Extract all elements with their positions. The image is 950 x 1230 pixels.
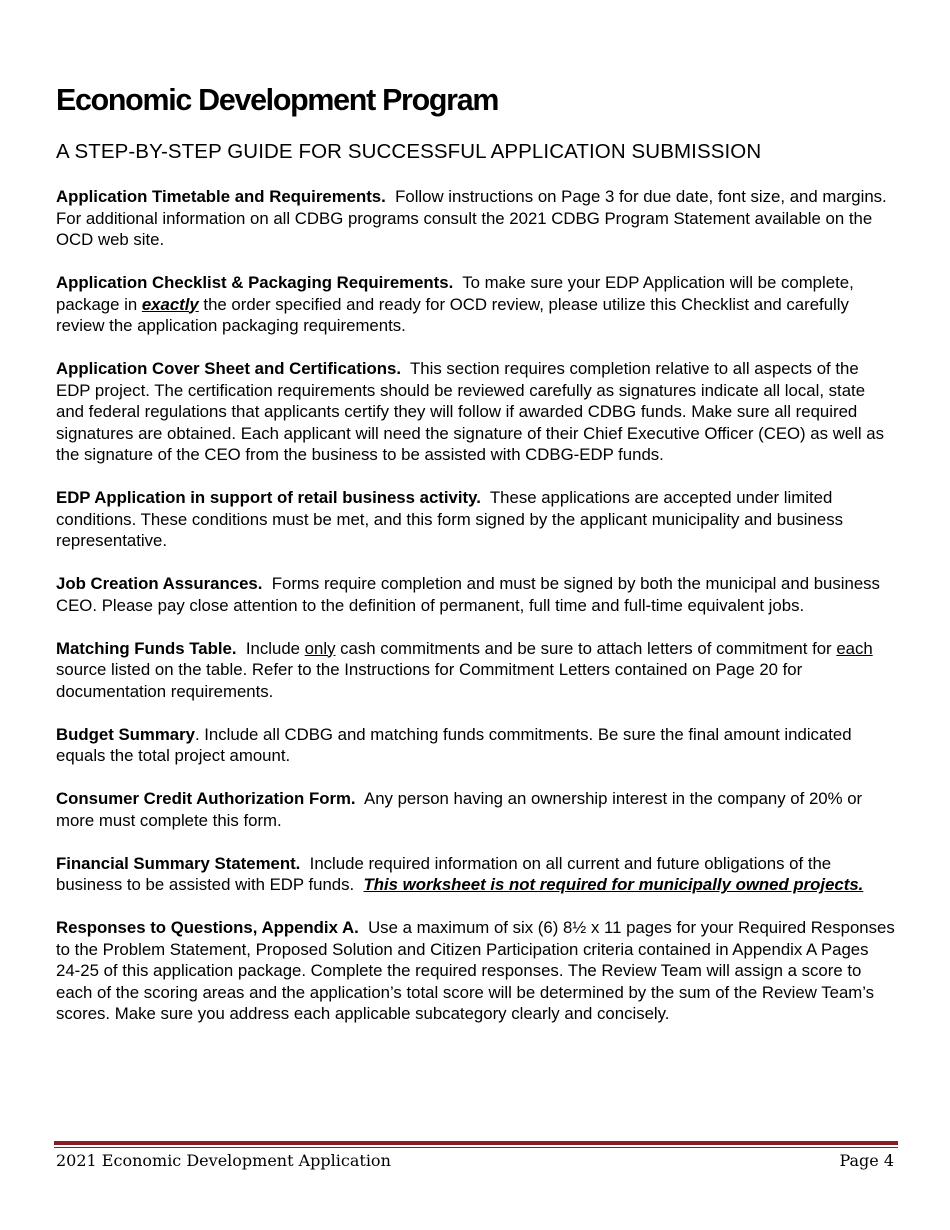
section-body: Include required information on all current and future obligations of the business to be assisted with EDP funds.	[56, 853, 832, 894]
section-body: the order specified and ready for OCD review, please utilize this Checklist and carefully review the application packaging requirements.	[56, 294, 849, 335]
section-body: Follow instructions on Page 3 for due date, font size, and margins. For additional information on all CDBG programs consult the 2021 CDBG Program Statement available on the OCD web site.	[56, 187, 887, 249]
section-heading: Consumer Credit Authorization Form.	[56, 789, 356, 808]
section-body: Any person having an ownership interest in the company of 20% or more must complete this form.	[56, 789, 863, 830]
footer-document-title: 2021 Economic Development Application	[56, 1151, 391, 1170]
footer-rule-thin	[54, 1147, 898, 1148]
section-body: . Include all CDBG and matching funds commitments. Be sure the final amount indicated equals the total project amount.	[56, 724, 852, 765]
page-title: Economic Development Program	[56, 82, 499, 117]
underlined-text: each	[836, 638, 873, 658]
section-heading: Responses to Questions, Appendix A.	[56, 918, 359, 937]
section-body: Include	[245, 638, 305, 658]
section-heading: Matching Funds Table.	[56, 638, 237, 658]
section-retail	[56, 487, 896, 552]
section-heading: Job Creation Assurances.	[56, 574, 263, 593]
section-body: This section requires completion relative to all aspects of the EDP project. The certification requirements should be reviewed carefully as signatures indicate all local, state and federal regulations that applicants certify they will follow if awarded CDBG funds. Make sure all required signatures are obtained. Each applicant will need the signature of their Chief Executive Officer (CEO) as well as the signature of the CEO from the business to be assisted with CDBG-EDP funds.	[56, 359, 884, 464]
section-heading: Financial Summary Statement.	[56, 853, 301, 873]
page-content	[56, 80, 896, 1025]
page-subtitle: A STEP-BY-STEP GUIDE FOR SUCCESSFUL APPLICATION SUBMISSION	[56, 140, 762, 163]
section-job-creation	[56, 573, 896, 616]
section-heading: Budget Summary	[56, 724, 195, 744]
section-heading: Application Checklist & Packaging Requirements.	[56, 273, 454, 292]
emphasis-text: This worksheet is not required for municipally owned projects.	[363, 875, 864, 894]
footer-rule-thick	[54, 1141, 898, 1145]
section-body: These applications are accepted under limited conditions. These conditions must be met, and this form signed by the applicant municipality and business representative.	[56, 488, 843, 550]
section-checklist	[56, 272, 896, 337]
section-body: Forms require completion and must be signed by both the municipal and business CEO. Please pay close attention to the definition of permanent, full time and full-time equivalent jobs.	[56, 574, 880, 615]
section-heading: EDP Application in support of retail business activity.	[56, 488, 481, 507]
section-responses	[56, 917, 896, 1025]
section-cover-sheet	[56, 358, 896, 466]
section-body: To make sure your EDP Application will be complete, package in	[56, 273, 854, 314]
section-budget	[56, 724, 896, 767]
section-body: cash commitments and be sure to attach letters of commitment for	[335, 638, 837, 658]
section-credit-auth	[56, 788, 896, 831]
section-matching-funds	[56, 638, 896, 703]
emphasis-text: exactly	[141, 294, 199, 314]
section-body: Use a maximum of six (6) 8½ x 11 pages for your Required Responses to the Problem Statement, Proposed Solution and Citizen Participation criteria contained in Appendix A Pages 24-25 of this application package. Complete the required responses. The Review Team will assign a score to each of the scoring areas and the application’s total score will be determined by the sum of the Review Team’s scores. Make sure you address each applicable subcategory clearly and concisely.	[56, 918, 895, 1023]
section-financial-summary	[56, 853, 896, 896]
underlined-text: only	[304, 638, 336, 658]
section-body: source listed on the table. Refer to the Instructions for Commitment Letters contained on Page 20 for documentation requirements.	[56, 660, 803, 701]
footer-page-number: Page 4	[839, 1151, 894, 1170]
section-heading: Application Timetable and Requirements.	[56, 187, 386, 206]
section-timetable	[56, 186, 896, 251]
section-heading: Application Cover Sheet and Certifications.	[56, 359, 402, 378]
